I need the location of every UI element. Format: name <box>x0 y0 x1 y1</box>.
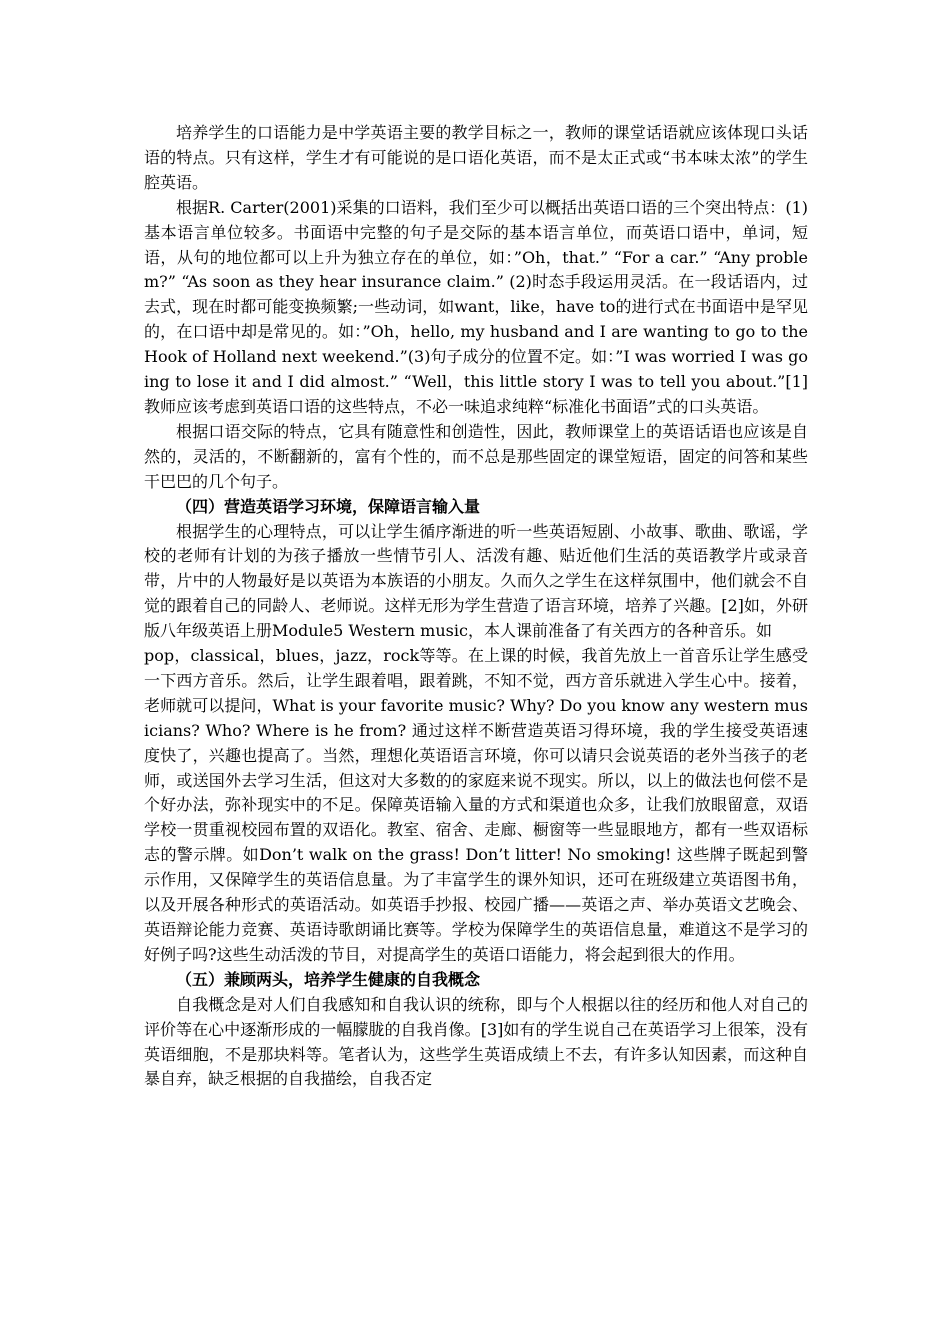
section-heading-4: （四）营造英语学习环境，保障语言输入量 <box>176 496 481 516</box>
paragraph-self-concept: 自我概念是对人们自我感知和自我认识的统称，即与个人根据以往的经历和他人对自己的评价等在心中逐渐形成的一幅朦胧的自我肖像。[3]如有的学生说自己在英语学习上很笨，没有英语细胞，不是那块料等。笔者认为，这些学生英语成绩上不去，有许多认知因素，而这种自暴自弃，缺乏根据的自我描绘，自我否定 <box>144 994 808 1089</box>
paragraph-oral-features: 根据R. Carter(2001)采集的口语料，我们至少可以概括出英语口语的三个突出特点：(1)基本语言单位较多。书面语中完整的句子是交际的基本语言单位，而英语口语中，单词，短语，从句的地位都可以上升为独立存在的单位，如：”Oh，that.” “For a car.” “Any problem?” “As soon as they hear insurance claim.” (2)时态手段运用灵活。在一段话语内，过去式，现在时都可能变换频繁;一些动词，如want，like，have to的进行式在书面语中是罕见的，在口语中却是常见的。如：”Oh，hello, my husband and I are wanting to go to the Hook of Holland next weekend.”(3)句子成分的位置不定。如：”I was worried I was going to lose it and I did almost.” “Well，this little story I was to tell you about.”[1]教师应该考虑到英语口语的这些特点，不必一味追求纯粹“标准化书面语”式的口头英语。 <box>144 197 808 416</box>
paragraph-learning-environment: 根据学生的心理特点，可以让学生循序渐进的听一些英语短剧、小故事、歌曲、歌谣，学校的老师有计划的为孩子播放一些情节引人、活泼有趣、贴近他们生活的英语教学片或录音带，片中的人物最好是以英语为本族语的小朋友。久而久之学生在这样氛围中，他们就会不自觉的跟着自己的同龄人、老师说。这样无形为学生营造了语言环境，培养了兴趣。[2]如，外研版八年级英语上册Module5 Western music，本人课前准备了有关西方的各种音乐。如 <box>144 521 808 641</box>
paragraph-teacher-discourse: 根据口语交际的特点，它具有随意性和创造性，因此，教师课堂上的英语话语也应该是自然的，灵活的，不断翻新的，富有个性的，而不总是那些固定的课堂短语，固定的问答和某些干巴巴的几个句子。 <box>144 421 808 491</box>
section-heading-5: （五）兼顾两头，培养学生健康的自我概念 <box>176 969 481 989</box>
paragraph-oral-ability: 培养学生的口语能力是中学英语主要的教学目标之一，教师的课堂话语就应该体现口头话语的特点。只有这样，学生才有可能说的是口语化英语，而不是太正式或“书本味太浓”的学生腔英语。 <box>144 123 808 192</box>
document-body <box>144 121 808 1092</box>
paragraph-learning-environment-continued: pop，classical，blues，jazz，rock等等。在上课的时候，我首先放上一首音乐让学生感受一下西方音乐。然后，让学生跟着唱，跟着跳，不知不觉，西方音乐就进入学生心中。接着，老师就可以提问，What is your favorite music? Why? Do you know any western musicians? Who? Where is he from? 通过这样不断营造英语习得环境，我的学生接受英语速度快了，兴趣也提高了。当然，理想化英语语言环境，你可以请只会说英语的老外当孩子的老师，或送国外去学习生活，但这对大多数的的家庭来说不现实。所以，以上的做法也何偿不是个好办法，弥补现实中的不足。保障英语输入量的方式和渠道也众多，让我们放眼留意，双语学校一贯重视校园布置的双语化。教室、宿舍、走廊、橱窗等一些显眼地方，都有一些双语标志的警示牌。如Don’t walk on the grass! Don’t litter! No smoking! 这些牌子既起到警示作用，又保障学生的英语信息量。为了丰富学生的课外知识，还可在班级建立英语图书角，以及开展各种形式的英语活动。如英语手抄报、校园广播——英语之声、举办英语文艺晚会、英语辩论能力竞赛、英语诗歌朗诵比赛等。学校为保障学生的英语信息量，难道这不是学习的好例子吗?这些生动活泼的节目，对提高学生的英语口语能力，将会起到很大的作用。 <box>144 646 808 964</box>
